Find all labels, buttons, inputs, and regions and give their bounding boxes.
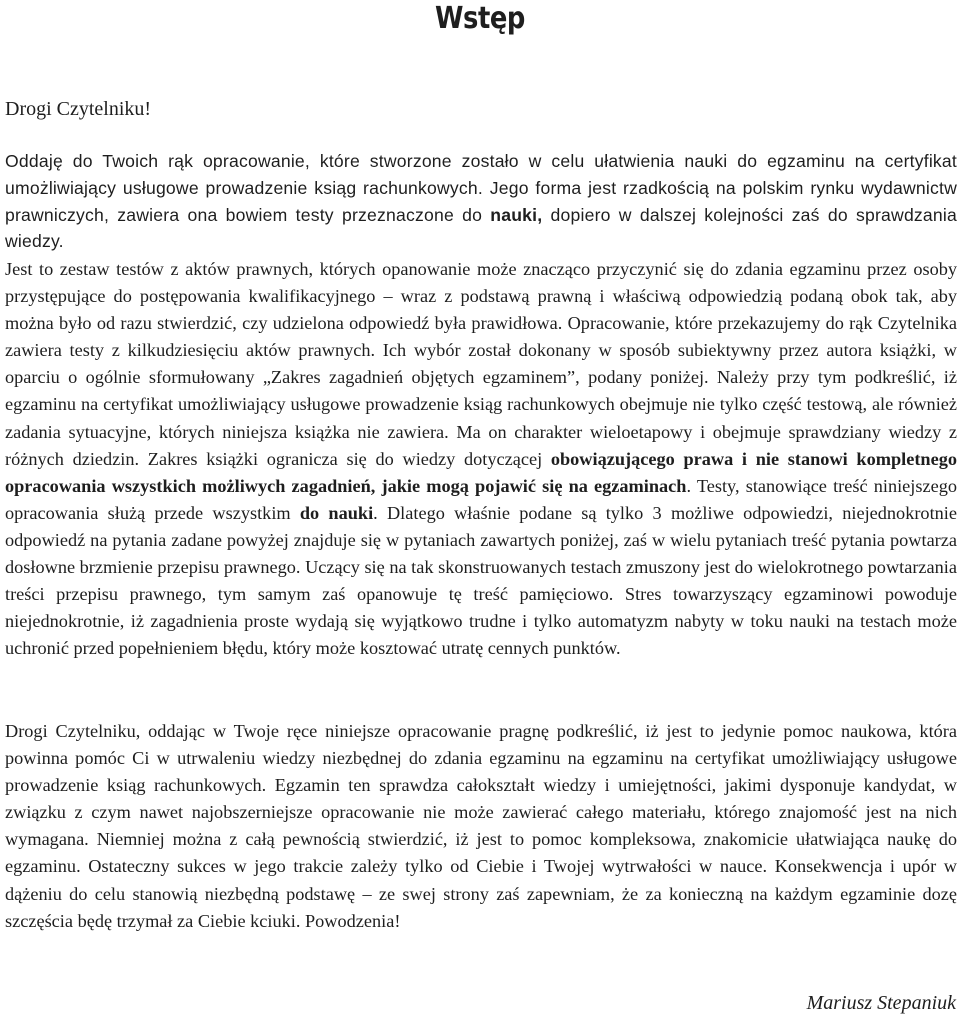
main-bold-1: obowiązującego prawa i nie stanowi kompletnego opracowania wszystkich możliwych zagadnień, jakie mogą pojawić się na egzaminach — [5, 448, 957, 496]
greeting: Drogi Czytelniku! — [5, 98, 152, 120]
main-text-3: . Dlatego właśnie podane są tylko 3 możliwe odpowiedzi, niejednokrotnie odpowiedź na pytania zadane powyżej znajduje się w pytaniach zawartych poniżej, zaś w wielu pytaniach treść pytania powtarza dosłowne brzmienie przepisu prawnego. Uczący się na tak skonstruowanych testach zmuszony jest do wielokrotnego powtarzania treści przepisu prawnego, tym samym zaś opanowuje tę treść pamięciowo. Stres towarzyszący egzaminowi powoduje niejednokrotnie, iż zagadnienia proste wydają się wyjątkowo trudne i tylko automatyzm nabyty w toku nauki na testach może uchronić przed popełnieniem błędu, który może kosztować utratę cennych punktów. — [5, 502, 957, 659]
intro-bold-1: nauki, — [490, 204, 543, 225]
main-text-2: . Testy, stanowiące treść niniejszego opracowania służą przede wszystkim — [5, 475, 957, 523]
author-signature: Mariusz Stepaniuk — [806, 992, 956, 1014]
main-paragraph — [5, 256, 957, 662]
page-title: Wstęp — [435, 1, 525, 36]
intro-paragraph — [5, 148, 957, 255]
closing-paragraph: Drogi Czytelniku, oddając w Twoje ręce niniejsze opracowanie pragnę podkreślić, iż jest to jedynie pomoc naukowa, która powinna pomóc Ci w utrwaleniu wiedzy niezbędnej do zdania egzaminu na egzaminu na certyfikat umożliwiający usługowe prowadzenie ksiąg rachunkowych. Egzamin ten sprawdza całokształt wiedzy i umiejętności, jakimi dysponuje kandydat, w związku z czym nawet najobszerniejsze opracowanie nie może zawierać całego materiału, którego znajomość jest na nich wymagana. Niemniej można z całą pewnością stwierdzić, iż jest to pomoc kompleksowa, znakomicie ułatwiająca naukę do egzaminu. Ostateczny sukces w jego trakcie zależy tylko od Ciebie i Twojej wytrwałości w nauce. Konsekwencja i upór w dążeniu do celu stanowią niezbędną podstawę – ze swej strony zaś zapewniam, że za konieczną na każdym egzaminie dozę szczęścia będę trzymał za Ciebie kciuki. Powodzenia! — [5, 721, 957, 931]
main-text-1: Jest to zestaw testów z aktów prawnych, których opanowanie może znacząco przyczynić się do zdania egzaminu przez osoby przystępujące do postępowania kwalifikacyjnego – wraz z podstawą prawną i właściwą odpowiedzią podaną obok tak, aby można było od razu stwierdzić, czy udzielona odpowiedź była prawidłowa. Opracowanie, które przekazujemy do rąk Czytelnika zawiera testy z kilkudziesięciu aktów prawnych. Ich wybór został dokonany w sposób subiektywny przez autora książki, w oparciu o ogólnie sformułowany „Zakres zagadnień objętych egzaminem”, podany poniżej. Należy przy tym podkreślić, iż egzaminu na certyfikat umożliwiający usługowe prowadzenie ksiąg rachunkowych obejmuje nie tylko część testową, ale również zadania sytuacyjne, których niniejsza książka nie zawiera. Ma on charakter wieloetapowy i obejmuje sprawdziany wiedzy z różnych dziedzin. Zakres książki ogranicza się do wiedzy dotyczącej — [5, 259, 957, 469]
intro-text-1: Oddaję do Twoich rąk opracowanie, które stworzone zostało w celu ułatwienia nauki do egzaminu na certyfikat umożliwiający usługowe prowadzenie ksiąg rachunkowych. Jego forma jest rzadkością na polskim rynku wydawnictw prawniczych, zawiera ona bowiem testy przeznaczone do — [5, 151, 957, 225]
intro-text-2: dopiero w dalszej kolejności zaś do sprawdzania wiedzy. — [5, 204, 957, 252]
main-bold-2: do nauki — [299, 502, 374, 523]
